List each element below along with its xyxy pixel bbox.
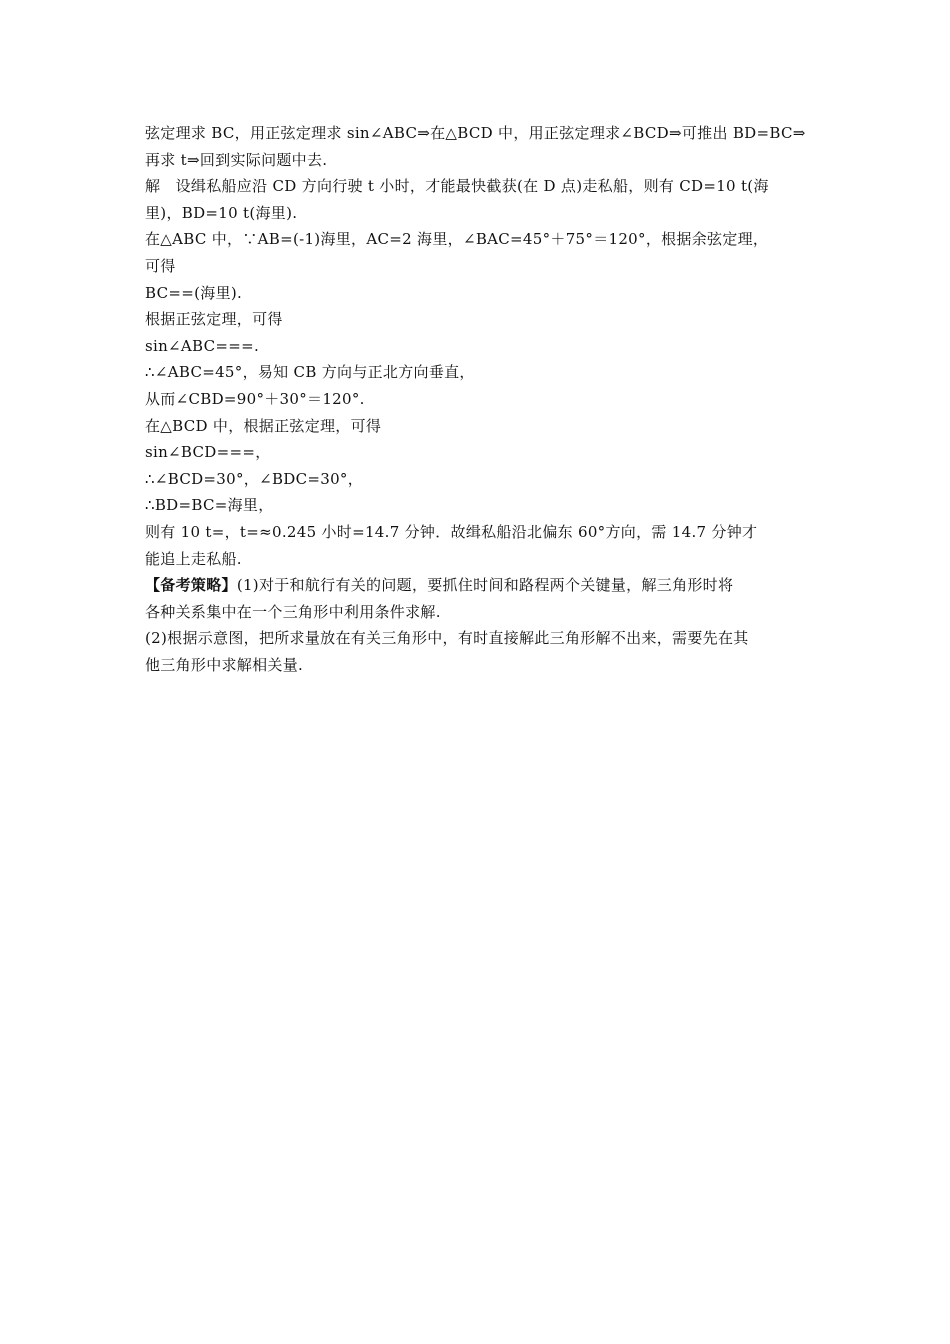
text-line: 解 设缉私船应沿 CD 方向行驶 t 小时，才能最快截获(在 D 点)走私船，则有 CD=10 t(海 bbox=[145, 177, 769, 196]
text-line: ∴BD=BC=海里， bbox=[145, 496, 274, 515]
solution-text bbox=[145, 120, 815, 678]
text-line: 能追上走私船. bbox=[145, 549, 242, 568]
strategy-label: 【备考策略】 bbox=[145, 576, 237, 595]
text-line: 在△BCD 中，根据正弦定理，可得 bbox=[145, 416, 382, 435]
text-line: 里)，BD=10 t(海里). bbox=[145, 203, 298, 222]
text-line: 可得 bbox=[145, 256, 176, 275]
text-line: ∴∠BCD=30°，∠BDC=30°， bbox=[145, 469, 364, 488]
text-line: (2)根据示意图，把所求量放在有关三角形中，有时直接解此三角形解不出来，需要先在其 bbox=[145, 629, 749, 648]
text-line: ∴∠ABC=45°，易知 CB 方向与正北方向垂直， bbox=[145, 363, 475, 382]
strategy-line bbox=[145, 572, 815, 599]
text-line: 则有 10 t=，t=≈0.245 小时=14.7 分钟．故缉私船沿北偏东 60°方向，需 14.7 分钟才 bbox=[145, 522, 758, 541]
text-line: 再求 t⇒回到实际问题中去. bbox=[145, 150, 328, 169]
strategy-text: (1)对于和航行有关的问题，要抓住时间和路程两个关键量，解三角形时将 bbox=[236, 576, 734, 595]
text-line: sin∠BCD===， bbox=[145, 443, 271, 462]
text-line: 从而∠CBD=90°＋30°＝120°. bbox=[145, 389, 365, 408]
text-line: 在△ABC 中，∵AB=(-1)海里，AC=2 海里，∠BAC=45°＋75°＝120°，根据余弦定理， bbox=[145, 230, 769, 249]
text-line: 他三角形中求解相关量. bbox=[145, 655, 304, 674]
text-line: sin∠ABC===. bbox=[145, 336, 260, 355]
text-line: BC==(海里). bbox=[145, 283, 243, 302]
text-line: 根据正弦定理，可得 bbox=[145, 310, 283, 329]
text-line: 弦定理求 BC，用正弦定理求 sin∠ABC⇒在△BCD 中，用正弦定理求∠BCD⇒可推出 BD=BC⇒ bbox=[145, 124, 806, 142]
text-line: 各种关系集中在一个三角形中利用条件求解. bbox=[145, 602, 441, 621]
